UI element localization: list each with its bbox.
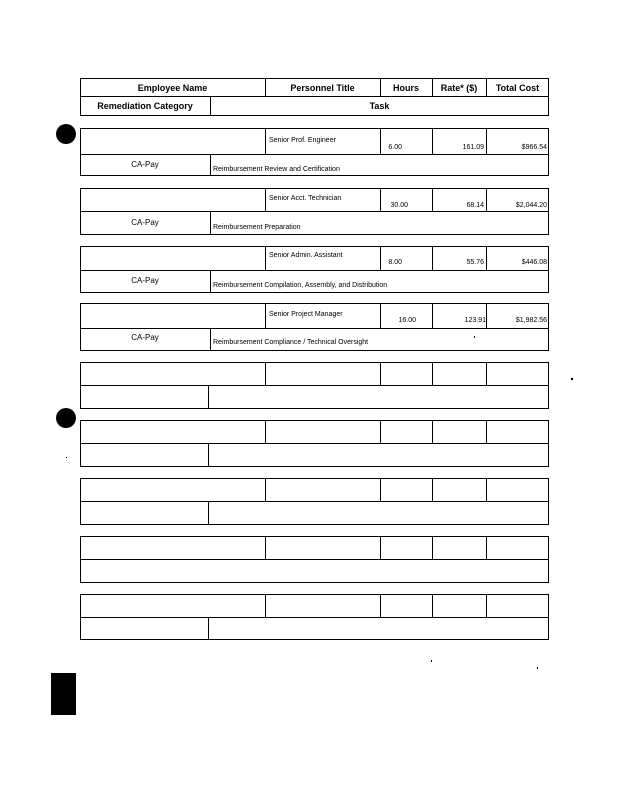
header-total-cost: Total Cost: [495, 83, 540, 93]
header-personnel-title: Personnel Title: [290, 83, 355, 93]
header-task: Task: [369, 101, 390, 111]
punch-hole: [56, 124, 76, 144]
header-remediation-category: Remediation Category: [97, 101, 193, 111]
entry-total-cost: $1,982.56: [515, 317, 547, 324]
header-divider: [80, 96, 549, 97]
entry-task: Reimbursement Compilation, Assembly, and Distribution: [213, 282, 388, 289]
entry-task: Reimbursement Review and Certification: [213, 166, 340, 173]
header-hours: Hours: [392, 83, 419, 93]
entry-hours: 30.00: [390, 202, 408, 209]
entry-hours: 8.00: [388, 259, 402, 266]
entry-remediation-category: CA-Pay: [131, 333, 159, 342]
punch-hole: [56, 408, 76, 428]
entry-rate: 68.14: [466, 202, 484, 209]
entry-hours: 6.00: [388, 144, 402, 151]
entry-remediation-category: CA-Pay: [131, 218, 159, 227]
entry-total-cost: $446.08: [521, 259, 547, 266]
entry-personnel-title: Senior Project Manager: [269, 311, 343, 318]
entry-remediation-category: CA-Pay: [131, 160, 159, 169]
header-employee-name: Employee Name: [137, 83, 208, 93]
entry-rate: 161.09: [462, 144, 484, 151]
entry-personnel-title: Senior Prof. Engineer: [269, 137, 336, 144]
entry-hours: 16.00: [398, 317, 416, 324]
entry-task: Reimbursement Preparation: [213, 224, 301, 231]
entry-remediation-category: CA-Pay: [131, 276, 159, 285]
entry-total-cost: $2,044.20: [515, 202, 547, 209]
entry-rate: 55.76: [466, 259, 484, 266]
entry-total-cost: $966.54: [521, 144, 547, 151]
header-rate: Rate* ($): [440, 83, 478, 93]
entry-task: Reimbursement Compliance / Technical Oversight: [213, 339, 369, 346]
entry-rate: 123.91: [464, 317, 486, 324]
entry-personnel-title: Senior Acct. Technician: [269, 195, 342, 202]
scan-edge-tab: [51, 673, 76, 715]
entry-personnel-title: Senior Admin. Assistant: [269, 252, 343, 259]
